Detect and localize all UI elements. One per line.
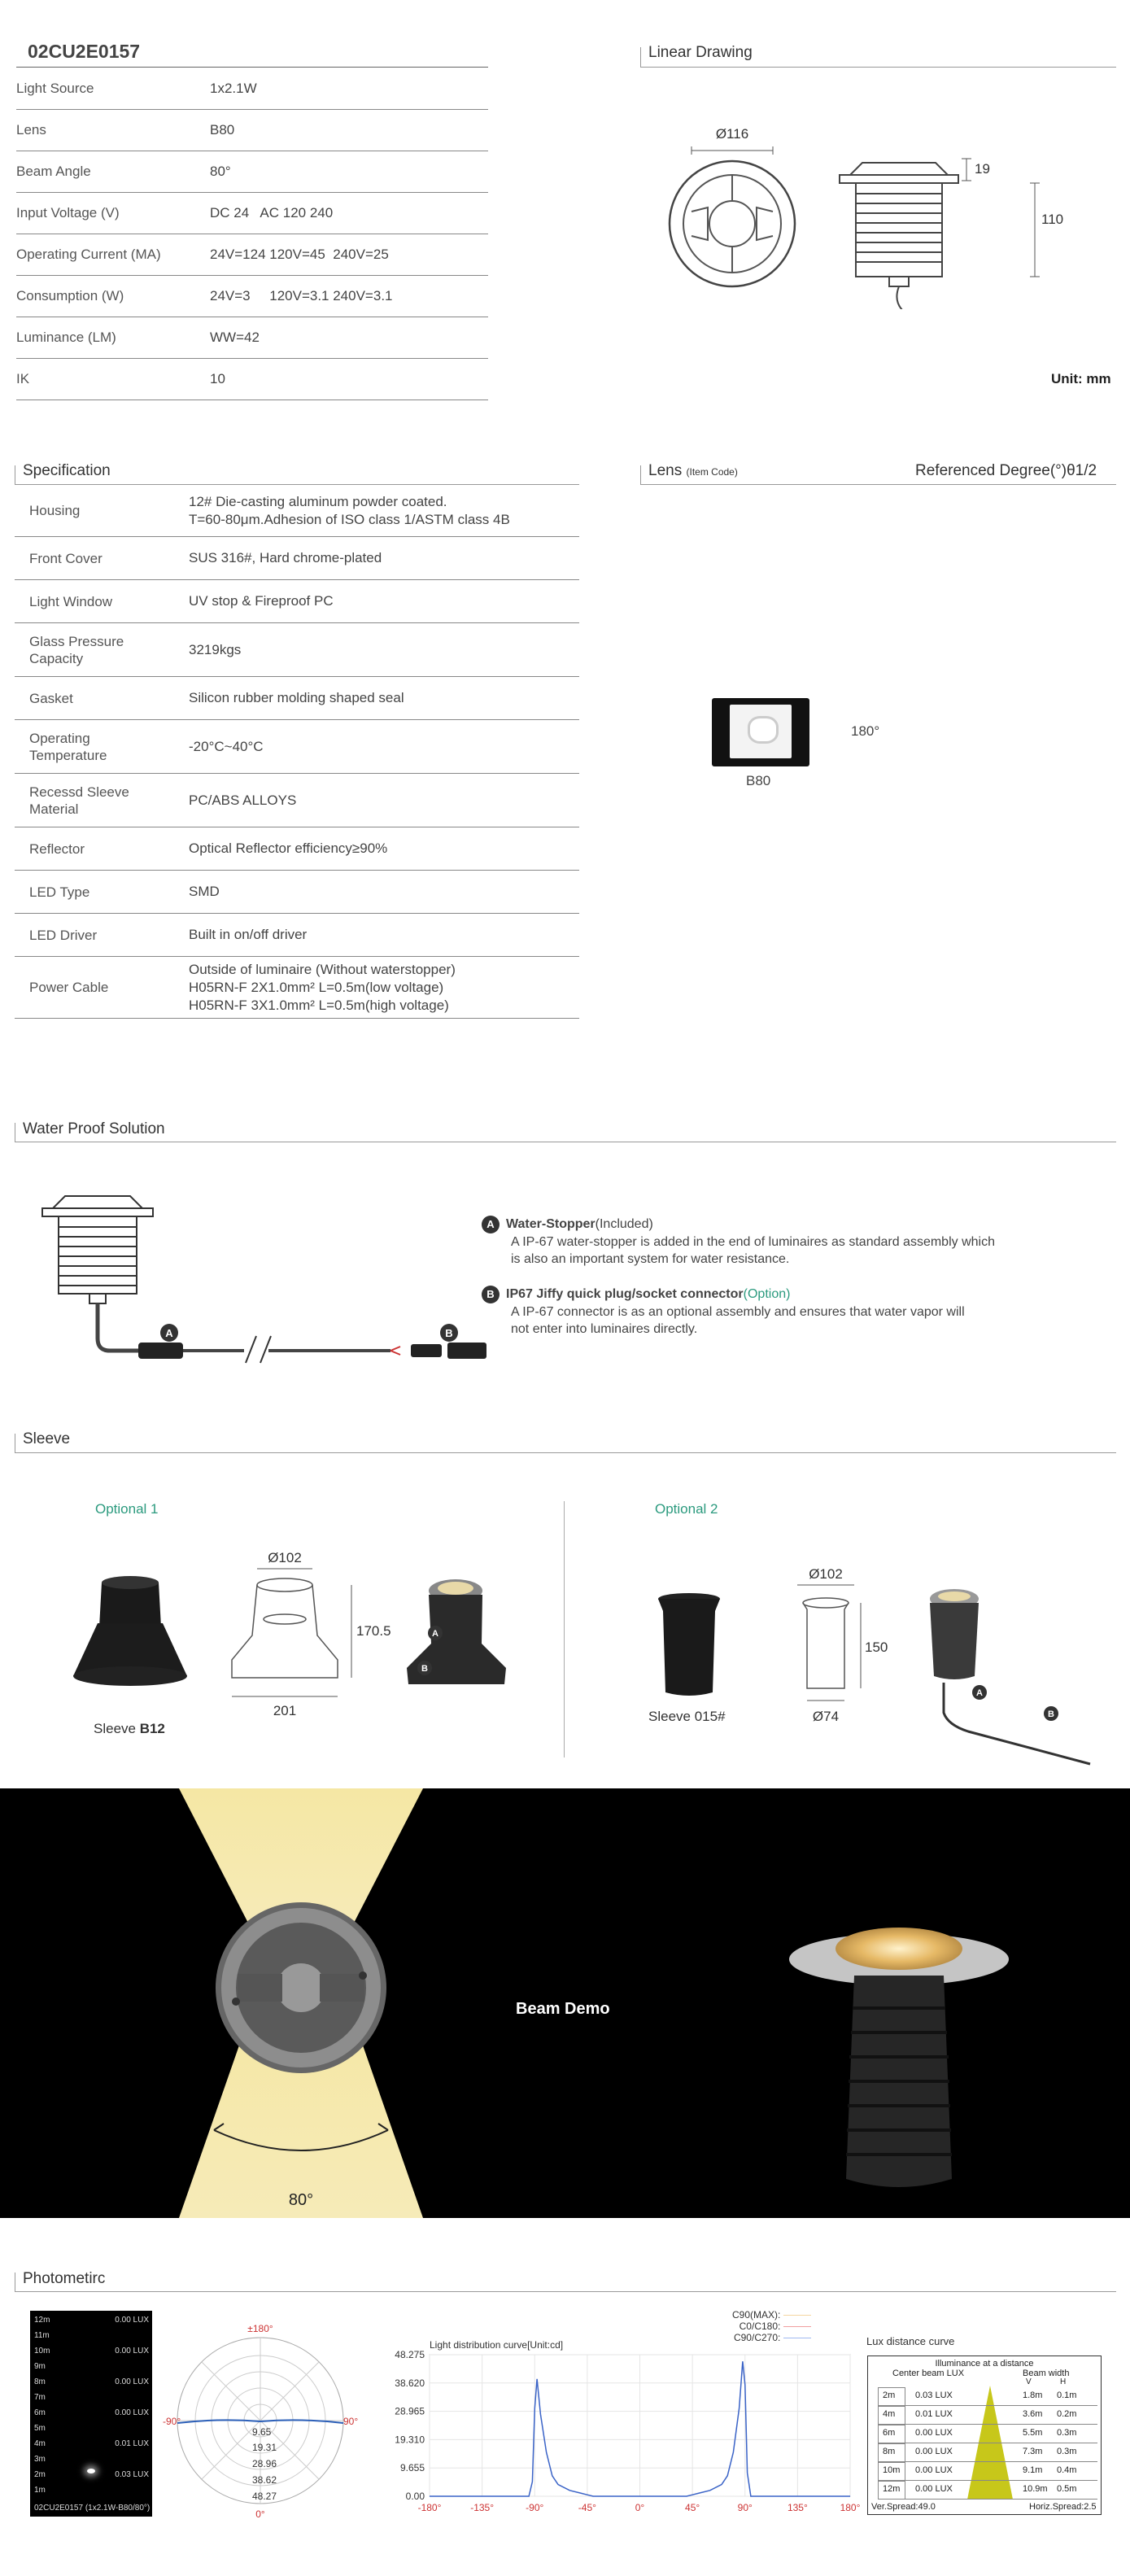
- chart-x-tick: -135°: [470, 2502, 495, 2513]
- specification-row: [15, 774, 579, 827]
- spec-label: Operating Current (MA): [16, 246, 161, 262]
- sleeve2-badge-b: B: [1048, 1709, 1054, 1719]
- lux-box-distance: 8m: [34, 2377, 46, 2386]
- specification-label: Housing: [29, 503, 81, 518]
- chart-x-tick: 135°: [787, 2502, 808, 2513]
- illuminance-lux: 0.00 LUX: [915, 2465, 953, 2475]
- connector-desc: A IP-67 connector is as an optional assembly and ensures that water vapor will not enter into luminaires directly.: [511, 1305, 965, 1336]
- chart-title: Light distribution curve[Unit:cd]: [430, 2339, 564, 2351]
- waterstopper-badge: A: [482, 1216, 500, 1233]
- illuminance-v: 9.1m: [1023, 2465, 1043, 2475]
- sleeve2-height: 150: [865, 1639, 888, 1655]
- sleeve1-height: 170.5: [356, 1623, 391, 1639]
- spec-label: IK: [16, 370, 30, 386]
- legend-c90max: [732, 2309, 811, 2321]
- sleeve2-dia: Ø102: [809, 1566, 843, 1582]
- illuminance-rows: [878, 2387, 1097, 2500]
- illuminance-row: [878, 2406, 1097, 2425]
- illuminance-h: 0.4m: [1057, 2465, 1077, 2475]
- specification-label: Power Cable: [29, 980, 109, 995]
- waterstopper-note: (Included): [595, 1217, 653, 1232]
- waterstopper-desc: A IP-67 water-stopper is added in the end of luminaires as standard assembly which is also an important system for water resistance.: [511, 1235, 995, 1266]
- illuminance-h: 0.3m: [1057, 2447, 1077, 2456]
- polar-chart: [163, 2319, 358, 2522]
- lux-box-row: [30, 2422, 152, 2438]
- lux-box-distance: 9m: [34, 2362, 46, 2371]
- illuminance-d: 2m: [883, 2390, 896, 2400]
- illuminance-v: 1.8m: [1023, 2390, 1043, 2400]
- illuminance-d: 4m: [883, 2409, 896, 2419]
- spec-row: [16, 151, 488, 193]
- chart-y-tick: 28.965: [395, 2405, 425, 2417]
- illuminance-hor-spread: Horiz.Spread:2.5: [1029, 2502, 1097, 2512]
- waterstopper-heading: [482, 1216, 1100, 1233]
- lens-title: [648, 462, 738, 480]
- specification-label: Reflector: [29, 840, 85, 857]
- illuminance-table: [867, 2356, 1102, 2515]
- chart-x-tick: 0°: [635, 2502, 645, 2513]
- polar-top-label: ±180°: [247, 2323, 273, 2334]
- specification-row: [15, 623, 579, 677]
- illuminance-v: 3.6m: [1023, 2409, 1043, 2419]
- waterproof-drawing: [33, 1188, 513, 1383]
- linear-drawing-title: Linear Drawing: [648, 44, 753, 61]
- linear-drawing-divider: [640, 67, 1116, 68]
- sleeve2-bottom-dia: Ø74: [812, 1709, 840, 1724]
- illuminance-lux: 0.01 LUX: [915, 2409, 953, 2419]
- waterstopper-title: Water-Stopper: [506, 1217, 596, 1232]
- lux-box-distance: 1m: [34, 2486, 46, 2495]
- dim-diameter: Ø116: [715, 126, 749, 142]
- lux-box-distance: 7m: [34, 2393, 46, 2402]
- waterproof-title: Water Proof Solution: [23, 1120, 165, 1137]
- lux-box-distance: 10m: [34, 2347, 50, 2356]
- chart-x-tick: -45°: [578, 2502, 596, 2513]
- lens-left-edge: [640, 465, 641, 484]
- specification-value: UV stop & Fireproof PC: [189, 593, 334, 609]
- legend-c90max-label: C90(MAX):: [732, 2309, 781, 2321]
- polar-ring-1: 9.65: [252, 2426, 272, 2438]
- lux-box-distance: 5m: [34, 2424, 46, 2433]
- spec-value: 10: [210, 370, 225, 386]
- lux-box-row: [30, 2438, 152, 2453]
- connector-heading: [482, 1286, 1100, 1303]
- specification-value: SMD: [189, 884, 220, 899]
- lux-box-row: [30, 2376, 152, 2391]
- specification-value: 12# Die-casting aluminum powder coated. T=60-80μm.Adhesion of ISO class 1/ASTM class 4B: [189, 493, 510, 527]
- illuminance-lux: 0.00 LUX: [915, 2428, 953, 2438]
- sleeve-title: Sleeve: [23, 1430, 71, 1447]
- spec-label: Light Source: [16, 80, 94, 96]
- unit-label: Unit: mm: [1051, 371, 1111, 386]
- lens-name: B80: [746, 773, 771, 788]
- polar-ring-4: 38.62: [252, 2474, 277, 2486]
- spec-value: 80°: [210, 163, 231, 179]
- sleeve1-width: 201: [273, 1703, 297, 1718]
- dim-height-body: 110: [1041, 212, 1064, 227]
- specification-value: Outside of luminaire (Without waterstopper) H05RN-F 2X1.0mm² L=0.5m(low voltage) H05RN-F 3X1.0mm² L=0.5m(high voltage): [189, 961, 456, 1013]
- spec-row: [16, 109, 488, 151]
- specification-value: PC/ABS ALLOYS: [189, 792, 297, 808]
- legend-c90c270-label: C90/C270:: [733, 2332, 781, 2343]
- sleeve-divider: [15, 1452, 1116, 1453]
- sleeve2-name: Sleeve 015#: [648, 1709, 726, 1724]
- specification-value: 3219kgs: [189, 641, 242, 657]
- lux-box-row: [30, 2391, 152, 2407]
- lux-box-distance: 6m: [34, 2408, 46, 2417]
- lux-box-distance: 12m: [34, 2316, 50, 2325]
- connector-block: [482, 1286, 1100, 1338]
- legend-c0c180: [732, 2321, 811, 2332]
- spec-row: [16, 317, 488, 359]
- chart-x-tick: -180°: [417, 2502, 442, 2513]
- illuminance-row: [878, 2443, 1097, 2462]
- illuminance-lux: 0.03 LUX: [915, 2390, 953, 2400]
- chart-y-tick: 48.275: [395, 2349, 425, 2360]
- specification-label: Gasket: [29, 690, 73, 706]
- connector-note: (Option): [743, 1287, 791, 1302]
- lux-box: [30, 2311, 152, 2517]
- polar-left-label: -90°: [163, 2416, 181, 2427]
- lux-box-rows: [30, 2314, 152, 2500]
- lux-box-value: 0.01 LUX: [115, 2439, 149, 2448]
- illuminance-row: [878, 2462, 1097, 2481]
- lux-box-row: [30, 2484, 152, 2500]
- spec-label: Consumption (W): [16, 287, 124, 303]
- specification-value: -20°C~40°C: [189, 738, 264, 754]
- specification-label: Glass Pressure Capacity: [29, 633, 124, 666]
- specification-row: [15, 914, 579, 957]
- lux-box-row: [30, 2345, 152, 2360]
- lux-box-distance: 2m: [34, 2470, 46, 2479]
- spec-row: [16, 68, 488, 110]
- lens-divider: [640, 484, 1116, 485]
- spec-value: WW=42: [210, 329, 260, 345]
- illuminance-d: 10m: [883, 2465, 901, 2475]
- specification-row: [15, 580, 579, 623]
- model-title: 02CU2E0157: [28, 41, 141, 62]
- illuminance-v: 10.9m: [1023, 2484, 1048, 2494]
- lux-box-value: 0.00 LUX: [115, 2316, 149, 2325]
- waterstopper-block: [482, 1216, 1100, 1268]
- illuminance-title: Illuminance at a distance: [935, 2359, 1034, 2369]
- illuminance-d: 12m: [883, 2484, 901, 2494]
- lux-box-beam: [87, 2469, 95, 2473]
- lux-box-row: [30, 2453, 152, 2469]
- lens-image-dome: [748, 716, 779, 744]
- illuminance-h: 0.5m: [1057, 2484, 1077, 2494]
- chart-y-tick: 38.620: [395, 2377, 425, 2389]
- waterproof-drawing-b: B: [445, 1327, 453, 1339]
- specification-label: LED Driver: [29, 927, 98, 943]
- lux-box-value: 0.00 LUX: [115, 2347, 149, 2356]
- polar-bottom-label: 0°: [255, 2508, 265, 2520]
- legend-c0c180-swatch: [783, 2326, 811, 2327]
- specification-value: Optical Reflector efficiency≥90%: [189, 840, 388, 856]
- sleeve1-badge-a: A: [432, 1629, 438, 1639]
- lux-box-row: [30, 2407, 152, 2422]
- lux-box-row: [30, 2329, 152, 2345]
- sleeve1-name-code: B12: [139, 1721, 165, 1736]
- illuminance-h: 0.1m: [1057, 2390, 1077, 2400]
- chart-x-tick: 180°: [840, 2502, 861, 2513]
- option1-label: Optional 1: [95, 1501, 159, 1517]
- sleeve1-dia: Ø102: [268, 1550, 302, 1565]
- lens-title-text: Lens: [648, 462, 683, 479]
- illuminance-center-header: Center beam LUX: [892, 2369, 965, 2378]
- illuminance-lux: 0.00 LUX: [915, 2447, 953, 2456]
- illuminance-row: [878, 2425, 1097, 2443]
- illuminance-v-header: V: [1026, 2377, 1032, 2386]
- spec-value: B80: [210, 121, 235, 138]
- specification-row: [15, 720, 579, 774]
- lens-title-small: (Item Code): [686, 466, 738, 478]
- light-distribution-chart: [382, 2334, 862, 2522]
- lux-box-row: [30, 2314, 152, 2329]
- lens-image: [712, 698, 809, 766]
- chart-x-tick: 45°: [685, 2502, 700, 2513]
- specification-value: Silicon rubber molding shaped seal: [189, 690, 404, 705]
- spec-row: [16, 192, 488, 234]
- sleeve-drawings: [65, 1538, 1123, 1766]
- illuminance-lux: 0.00 LUX: [915, 2484, 953, 2494]
- connector-badge: B: [482, 1286, 500, 1303]
- basic-spec-table: [0, 68, 488, 401]
- specification-table: [0, 485, 586, 1067]
- polar-right-label: 90°: [343, 2416, 358, 2427]
- sleeve2-badge-a: A: [976, 1688, 983, 1698]
- spec-value: 24V=3 120V=3.1 240V=3.1: [210, 287, 393, 303]
- beam-angle: 80°: [288, 2191, 314, 2209]
- specification-label: LED Type: [29, 884, 90, 900]
- illuminance-ver-spread: Ver.Spread:49.0: [871, 2502, 936, 2512]
- sleeve1-name-prefix: Sleeve: [94, 1721, 140, 1736]
- lux-box-value: 0.00 LUX: [115, 2408, 149, 2417]
- lux-box-distance: 4m: [34, 2439, 46, 2448]
- sleeve1-name: [94, 1721, 165, 1736]
- spec-value: 24V=124 120V=45 240V=25: [210, 246, 389, 262]
- chart-x-tick: -90°: [526, 2502, 544, 2513]
- specification-label: Light Window: [29, 593, 113, 609]
- dim-height-top: 19: [975, 161, 990, 177]
- illuminance-d: 6m: [883, 2428, 896, 2438]
- lux-box-value: 0.00 LUX: [115, 2377, 149, 2386]
- specification-row: [15, 827, 579, 871]
- lens-degree: 180°: [851, 723, 880, 739]
- spec-label: Luminance (LM): [16, 329, 116, 345]
- linear-drawing-left-edge: [640, 47, 641, 67]
- illuminance-row: [878, 2387, 1097, 2406]
- specification-label: Operating Temperature: [29, 730, 107, 763]
- illuminance-h: 0.2m: [1057, 2409, 1077, 2419]
- polar-ring-2: 19.31: [252, 2442, 277, 2453]
- lux-box-caption: 02CU2E0157 (1x2.1W-B80/80°): [34, 2504, 151, 2513]
- spec-label: Beam Angle: [16, 163, 91, 179]
- waterproof-drawing-a: A: [165, 1327, 173, 1339]
- specification-row: [15, 871, 579, 914]
- beam-demo-panel: [0, 1788, 1130, 2218]
- chart-y-tick: 9.655: [399, 2462, 425, 2474]
- legend-c90max-swatch: [783, 2315, 811, 2316]
- lux-box-distance: 3m: [34, 2455, 46, 2464]
- illuminance-row: [878, 2481, 1097, 2500]
- polar-ring-3: 28.96: [252, 2458, 277, 2469]
- illuminance-d: 8m: [883, 2447, 896, 2456]
- spec-label: Lens: [16, 121, 46, 138]
- spec-row: [16, 358, 488, 400]
- lux-box-value: 0.03 LUX: [115, 2470, 149, 2479]
- specification-row: [15, 677, 579, 720]
- spec-value: DC 24 AC 120 240: [210, 204, 334, 220]
- photometric-title: Photometirc: [23, 2270, 106, 2287]
- illuminance-h-header: H: [1060, 2377, 1067, 2386]
- spec-row: [16, 275, 488, 317]
- specification-row: [15, 957, 579, 1019]
- specification-row: [15, 537, 579, 580]
- spec-value: 1x2.1W: [210, 80, 257, 96]
- specification-title: Specification: [23, 462, 111, 479]
- specification-value: Built in on/off driver: [189, 927, 308, 942]
- option2-label: Optional 2: [655, 1501, 718, 1517]
- referenced-degree-title: Referenced Degree(°)θ1/2: [915, 462, 1097, 479]
- linear-drawing: [667, 114, 1074, 309]
- illuminance-beam-header: Beam width: [1023, 2369, 1070, 2378]
- specification-label: Recessd Sleeve Material: [29, 784, 129, 817]
- spec-row: [16, 234, 488, 276]
- specification-row: [15, 485, 579, 537]
- lux-distance-title: Lux distance curve: [866, 2335, 955, 2347]
- illuminance-v: 5.5m: [1023, 2428, 1043, 2438]
- legend-c0c180-label: C0/C180:: [739, 2321, 781, 2332]
- sleeve1-badge-b: B: [421, 1664, 428, 1674]
- illuminance-h: 0.3m: [1057, 2428, 1077, 2438]
- specification-value: SUS 316#, Hard chrome-plated: [189, 550, 382, 565]
- chart-y-tick: 0.00: [405, 2491, 425, 2502]
- spec-label: Input Voltage (V): [16, 204, 120, 220]
- connector-title: IP67 Jiffy quick plug/socket connector: [506, 1287, 744, 1302]
- beam-demo-label: Beam Demo: [516, 2000, 610, 2018]
- illuminance-v: 7.3m: [1023, 2447, 1043, 2456]
- lux-box-distance: 11m: [34, 2331, 50, 2340]
- chart-y-tick: 19.310: [395, 2434, 425, 2446]
- lux-box-row: [30, 2360, 152, 2376]
- specification-label: Front Cover: [29, 550, 103, 566]
- polar-ring-5: 48.27: [252, 2491, 277, 2502]
- photometric-divider: [15, 2291, 1116, 2292]
- chart-x-tick: 90°: [737, 2502, 753, 2513]
